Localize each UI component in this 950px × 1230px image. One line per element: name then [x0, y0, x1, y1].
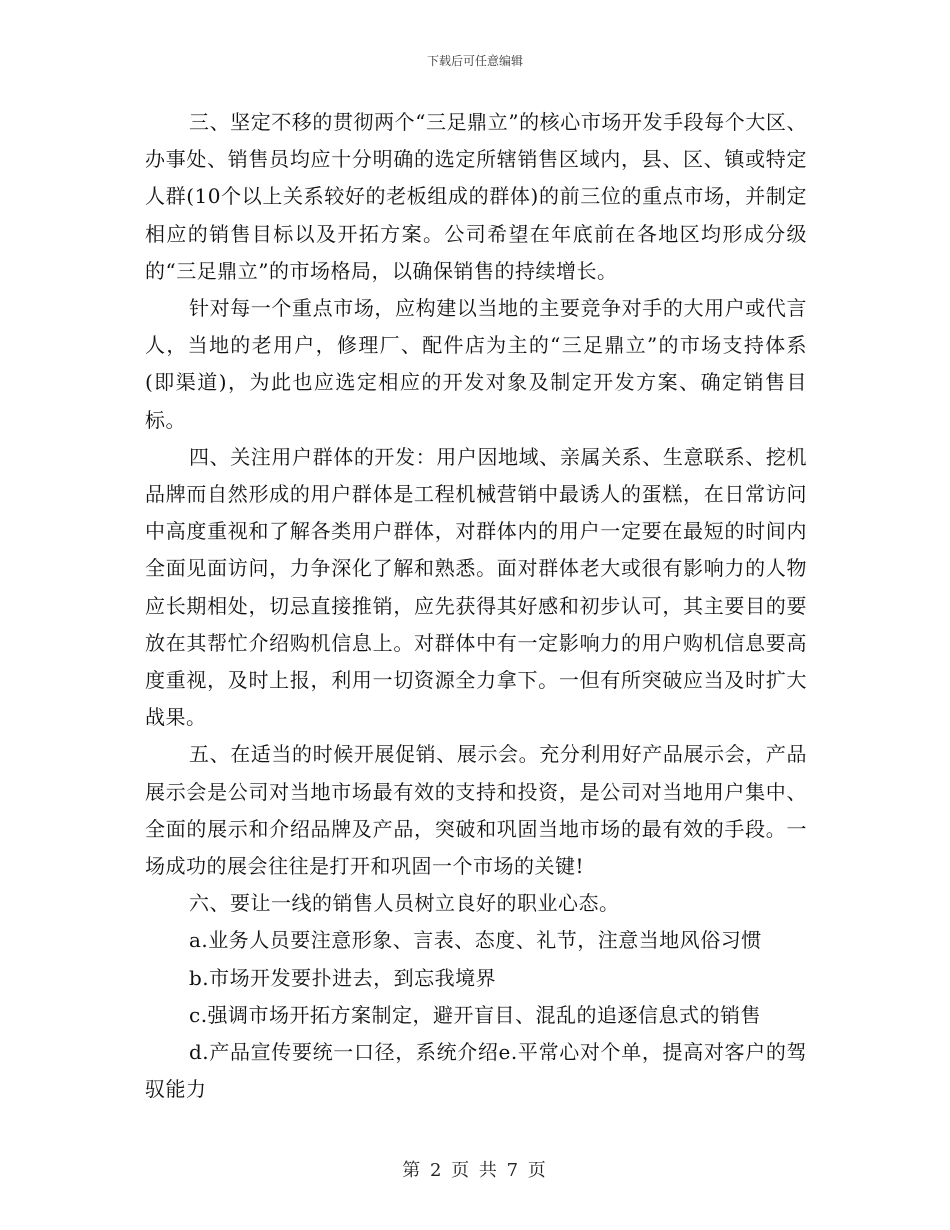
paragraph-support-system: 针对每一个重点市场，应构建以当地的主要竞争对手的大用户或代言人，当地的老用户，修理厂、配件店为主的“三足鼎立”的市场支持体系(即渠道)，为此也应选定相应的开发对象及制定开发方案、确定销售目标。: [145, 296, 807, 432]
paragraph-section-six: 六、要让一线的销售人员树立良好的职业心态。: [189, 891, 620, 916]
paragraph-section-five: 五、在适当的时候开展促销、展示会。充分利用好产品展示会，产品展示会是公司对当地市场最有效的支持和投资，是公司对当地用户集中、全面的展示和介绍品牌及产品，突破和巩固当地市场的最有效的手段。一场成功的展会往往是打开和巩固一个市场的关键!: [145, 742, 807, 879]
paragraph-section-three: 三、坚定不移的贯彻两个“三足鼎立”的核心市场开发手段每个大区、办事处、销售员均应十分明确的选定所辖销售区域内，县、区、镇或特定人群(10个以上关系较好的老板组成的群体)的前三位的重点市场，并制定相应的销售目标以及开拓方案。公司希望在年底前在各地区均形成分级的“三足鼎立”的市场格局，以确保销售的持续增长。: [145, 110, 807, 283]
list-item-c: c.强调市场开拓方案制定，避开盲目、混乱的追逐信息式的销售: [189, 1002, 762, 1027]
paragraph-section-four: 四、关注用户群体的开发：用户因地域、亲属关系、生意联系、挖机品牌而自然形成的用户群体是工程机械营销中最诱人的蛋糕，在日常访问中高度重视和了解各类用户群体，对群体内的用户一定要在最短的时间内全面见面访问，力争深化了解和熟悉。面对群体老大或很有影响力的人物应长期相处，切忌直接推销，应先获得其好感和初步认可，其主要目的要放在其帮忙介绍购机信息上。对群体中有一定影响力的用户购机信息要高度重视，及时上报，利用一切资源全力拿下。一但有所突破应当及时扩大战果。: [145, 444, 807, 730]
document-body: [145, 104, 807, 1108]
page-header: 下载后可任意编辑: [426, 54, 523, 68]
page-footer: 第 2 页 共 7 页: [402, 1160, 548, 1181]
list-item-a: a.业务人员要注意形象、言表、态度、礼节，注意当地风俗习惯: [189, 928, 762, 953]
list-item-b: b.市场开发要扑进去，到忘我境界: [189, 965, 497, 990]
list-item-d-e: d.产品宣传要统一口径，系统介绍e.平常心对个单，提高对客户的驾驭能力: [145, 1040, 807, 1102]
